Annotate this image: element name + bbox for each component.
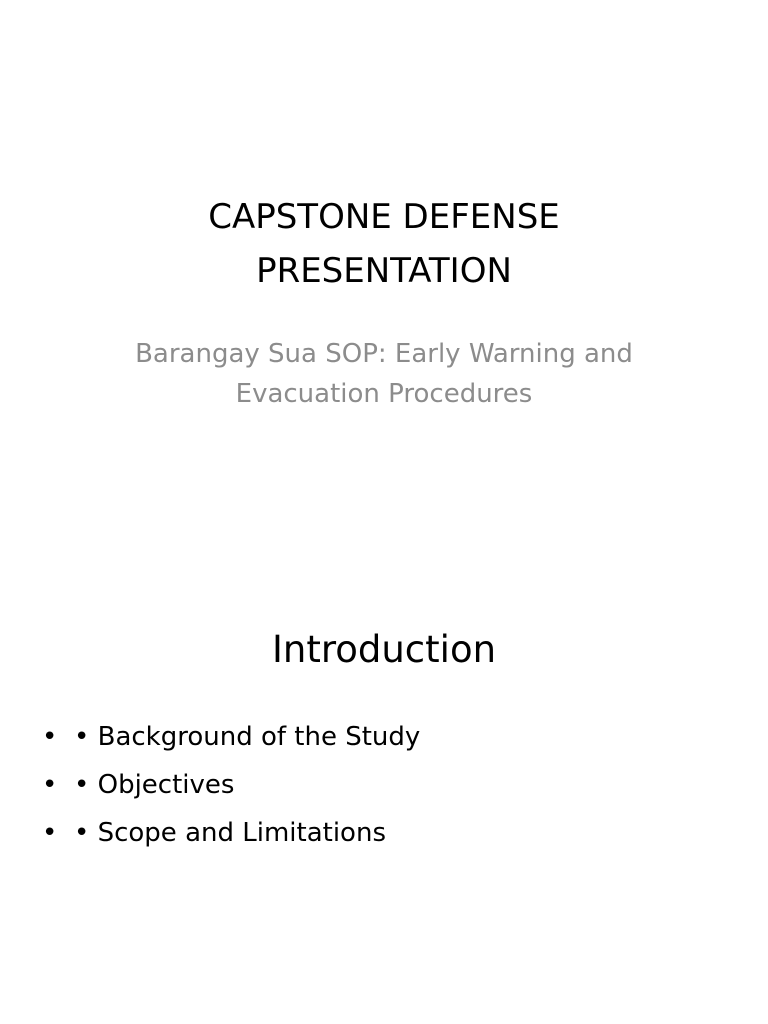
list-item — [40, 713, 730, 761]
introduction-heading: Introduction — [271, 628, 497, 671]
slide-title-heading — [40, 190, 728, 298]
bullet-marker: • — [42, 722, 58, 752]
list-item — [40, 761, 730, 809]
title-line: CAPSTONE DEFENSE — [208, 197, 560, 237]
bullet-marker: • — [42, 818, 58, 848]
bullet-list — [40, 713, 730, 857]
bullet-text: • Scope and Limitations — [74, 818, 386, 848]
bullet-text: • Background of the Study — [74, 722, 421, 752]
title-line: PRESENTATION — [256, 251, 512, 291]
subtitle-line: Barangay Sua SOP: Early Warning and — [135, 339, 633, 369]
bullet-marker: • — [42, 770, 58, 800]
slide-introduction — [0, 576, 768, 1024]
bullet-text: • Objectives — [74, 770, 235, 800]
list-item — [40, 809, 730, 857]
slide-subtitle — [60, 334, 708, 414]
subtitle-line: Evacuation Procedures — [235, 379, 533, 409]
